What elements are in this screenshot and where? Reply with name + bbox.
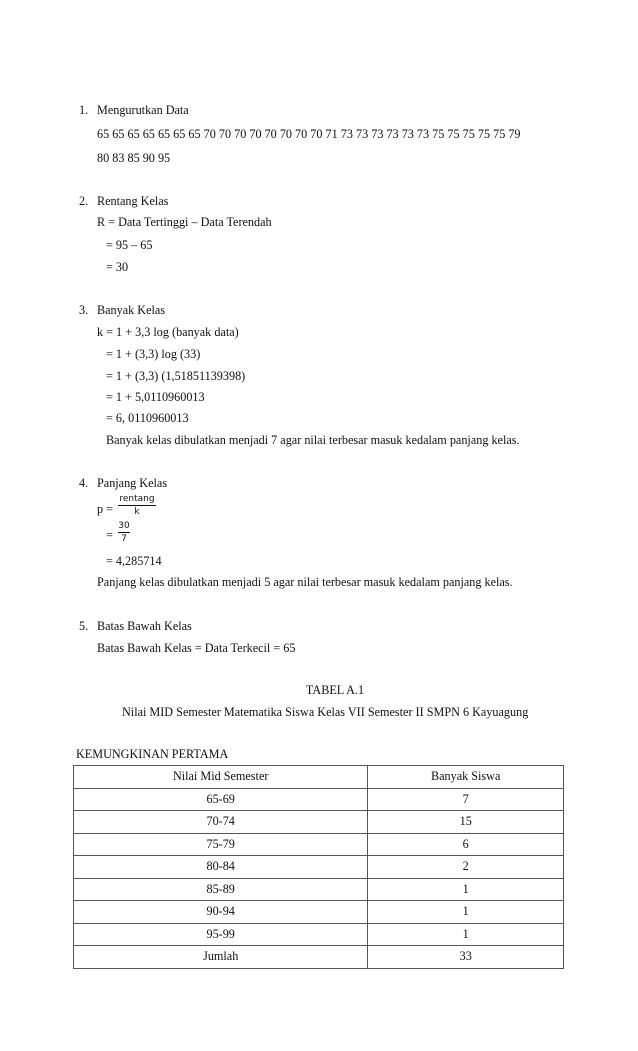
frequency-cell: 1: [368, 901, 564, 924]
table-row: [74, 923, 564, 946]
fraction-numerator: rentang: [119, 494, 155, 504]
fraction: [118, 494, 156, 517]
item-number: 2.: [79, 194, 89, 208]
section-title: Rentang Kelas: [97, 194, 169, 208]
calc-step: = 95 – 65: [106, 238, 153, 252]
column-header: Nilai Mid Semester: [74, 766, 368, 789]
note-text: Panjang kelas dibulatkan menjadi 5 agar nilai terbesar masuk kedalam panjang kelas.: [97, 575, 513, 589]
fraction-denominator: k: [134, 507, 140, 517]
table-row: [74, 901, 564, 924]
fraction-numerator: 30: [118, 521, 130, 531]
table-title: Nilai MID Semester Matematika Siswa Kelas VII Semester II SMPN 6 Kayuagung: [122, 705, 529, 719]
table-row: [74, 878, 564, 901]
note-text: Banyak kelas dibulatkan menjadi 7 agar nilai terbesar masuk kedalam panjang kelas.: [106, 433, 520, 447]
item-number: 3.: [79, 303, 89, 317]
frequency-cell: 2: [368, 856, 564, 879]
calc-step: = 1 + 5,0110960013: [106, 390, 205, 404]
fraction-bar: [118, 505, 156, 506]
total-label-cell: Jumlah: [74, 946, 368, 969]
column-header: Banyak Siswa: [368, 766, 564, 789]
equals-sign: =: [106, 528, 113, 542]
frequency-table: [73, 765, 564, 969]
section-heading: KEMUNGKINAN PERTAMA: [76, 747, 229, 761]
table-row: [74, 811, 564, 834]
data-line: 65 65 65 65 65 65 65 70 70 70 70 70 70 70 70 71 73 73 73 73 73 73 75 75 75 75 75 79: [97, 127, 521, 141]
class-interval-cell: 80-84: [74, 856, 368, 879]
item-number: 5.: [79, 619, 89, 633]
class-interval-cell: 85-89: [74, 878, 368, 901]
frequency-cell: 1: [368, 878, 564, 901]
table-label: TABEL A.1: [305, 683, 365, 697]
section-title: Mengurutkan Data: [97, 103, 189, 117]
table-row: [74, 788, 564, 811]
formula-label: p =: [97, 502, 114, 516]
frequency-cell: 15: [368, 811, 564, 834]
data-line: 80 83 85 90 95: [97, 151, 171, 165]
item-number: 4.: [79, 476, 89, 490]
calc-step: = 1 + (3,3) log (33): [106, 347, 201, 361]
fraction-denominator: 7: [121, 534, 127, 544]
class-interval-cell: 90-94: [74, 901, 368, 924]
formula-line: k = 1 + 3,3 log (banyak data): [97, 325, 239, 339]
class-interval-cell: 65-69: [74, 788, 368, 811]
frequency-cell: 1: [368, 923, 564, 946]
table-total-row: [74, 946, 564, 969]
table-row: [74, 833, 564, 856]
formula-line: R = Data Tertinggi – Data Terendah: [97, 215, 272, 229]
frequency-cell: 6: [368, 833, 564, 856]
class-interval-cell: 70-74: [74, 811, 368, 834]
table-header-row: [74, 766, 564, 789]
fraction-bar: [118, 532, 130, 533]
calc-step: = 30: [106, 260, 129, 274]
calc-step: = 4,285714: [106, 554, 162, 568]
class-interval-cell: 95-99: [74, 923, 368, 946]
fraction: [118, 521, 130, 544]
table-row: [74, 856, 564, 879]
formula-line: Batas Bawah Kelas = Data Terkecil = 65: [97, 641, 296, 655]
section-title: Banyak Kelas: [97, 303, 166, 317]
section-title: Batas Bawah Kelas: [97, 619, 192, 633]
section-title: Panjang Kelas: [97, 476, 168, 490]
calc-step: = 1 + (3,3) (1,51851139398): [106, 369, 246, 383]
item-number: 1.: [79, 103, 89, 117]
class-interval-cell: 75-79: [74, 833, 368, 856]
calc-step: = 6, 0110960013: [106, 411, 189, 425]
frequency-cell: 7: [368, 788, 564, 811]
total-value-cell: 33: [368, 946, 564, 969]
